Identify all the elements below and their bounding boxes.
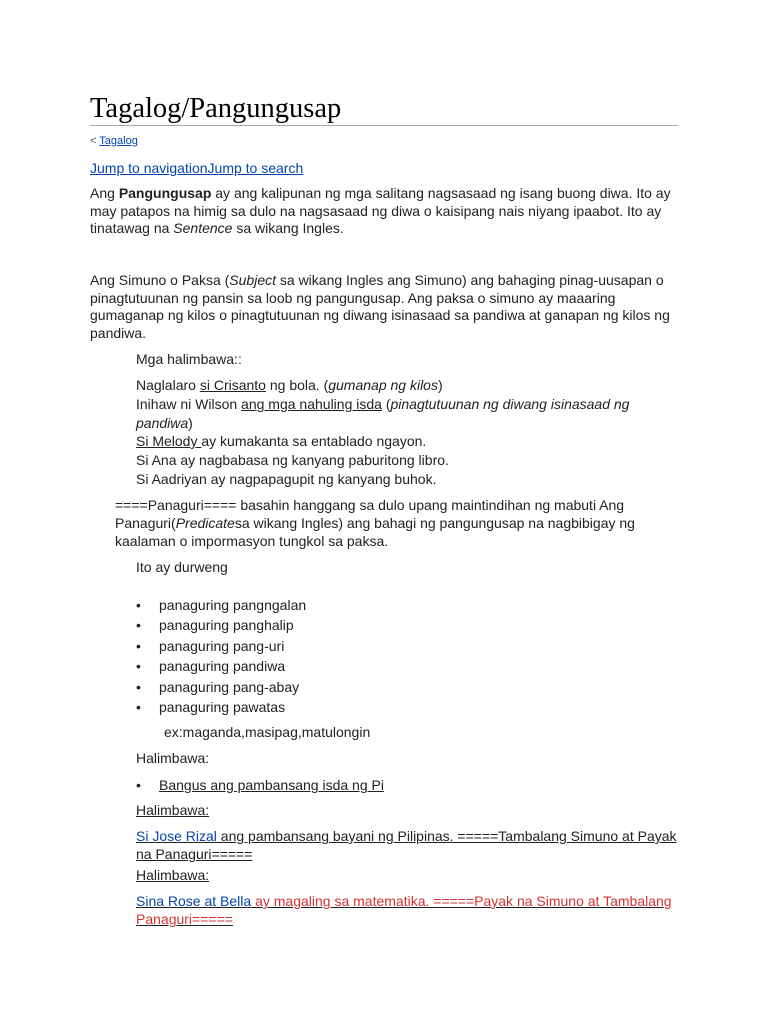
- list-item: • panaguring pang-uri: [136, 636, 306, 656]
- intro-text-3: sa wikang Ingles.: [232, 220, 344, 236]
- panaguri-types-list: [136, 595, 306, 717]
- example-3-subject: Si Melody: [136, 433, 202, 449]
- durweng-line: Ito ay durweng: [136, 559, 228, 575]
- list-item: • panaguring pawatas: [136, 697, 306, 717]
- list-item: • panaguring panghalip: [136, 615, 306, 635]
- example-2-text-2: (: [381, 396, 391, 412]
- breadcrumb-link-tagalog[interactable]: Tagalog: [99, 135, 138, 147]
- example-5: Si Aadriyan ay nagpapagupit ng kanyang buhok.: [136, 471, 437, 487]
- simuno-paragraph: [90, 272, 680, 342]
- example-4: Si Ana ay nagbabasa ng kanyang paburitong libro.: [136, 452, 449, 468]
- example-1-close: ): [437, 377, 443, 393]
- halimbawa-heading-3: Halimbawa:: [136, 867, 210, 883]
- simuno-text-1: Ang Simuno o Paksa (: [90, 272, 230, 288]
- list-item: • panaguring pangngalan: [136, 595, 306, 615]
- example-1-text: Naglalaro: [136, 377, 200, 393]
- example-2: [136, 395, 680, 432]
- example-3: [136, 432, 680, 451]
- jump-links: [90, 158, 303, 178]
- jump-to-navigation-link[interactable]: Jump to navigation: [90, 160, 208, 176]
- example-1-subject: si Crisanto: [199, 377, 266, 393]
- simuno-italic: Subject: [229, 272, 276, 288]
- rizal-text: ang pambansang bayani ng Pilipinas. =====Tambalang Simuno at Payak na Panaguri=====: [136, 828, 677, 862]
- panaguri-text-2: sa wikang Ingles) ang bahagi ng pangungusap na nagbibigay ng kaalaman o impormasyon tungkol sa paksa.: [115, 515, 635, 549]
- example-2-text: Inihaw ni Wilson: [136, 396, 242, 412]
- halimbawa-heading-1: Halimbawa:: [136, 750, 210, 766]
- title-divider: [90, 125, 678, 126]
- example-2-subject: ang mga nahuling isda: [241, 396, 382, 412]
- panaguri-paragraph: [115, 496, 680, 550]
- examples-heading: Mga halimbawa::: [136, 351, 242, 367]
- jump-to-search-link[interactable]: Jump to search: [207, 160, 304, 176]
- list-item: • panaguring pang-abay: [136, 677, 306, 697]
- intro-paragraph: [90, 185, 680, 238]
- intro-text-2: ay ang kalipunan ng mga salitang nagsasaad ng isang buong diwa. Ito ay may patapos na himig sa dulo na nagsasaad ng diwa o kaisipang nais niyang ipaabot. Ito ay tinatawag na: [90, 185, 671, 236]
- example-words: ex:maganda,masipag,matulongin: [164, 724, 371, 740]
- breadcrumb-prefix: <: [90, 135, 97, 147]
- example-2-note: pinagtutuunan ng diwang isinasaad ng pandiwa: [136, 396, 630, 431]
- rose-predicate: ay magaling sa matematika. =====Payak na Simuno at Tambalang Panaguri=====: [136, 893, 672, 927]
- example-1-text-2: ng bola. (: [265, 377, 329, 393]
- halimbawa-heading-2: Halimbawa:: [136, 802, 210, 818]
- example-1: [136, 376, 680, 395]
- bangus-text: Bangus ang pambansang isda ng Pi: [159, 777, 384, 793]
- panaguri-italic: Predicate: [175, 515, 235, 531]
- breadcrumb: [90, 133, 138, 149]
- intro-italic: Sentence: [173, 220, 233, 236]
- rizal-subject: Si Jose Rizal: [136, 828, 217, 844]
- page-title: Tagalog/Pangungusap: [90, 93, 342, 124]
- list-item: • panaguring pandiwa: [136, 656, 306, 676]
- intro-text-1: Ang: [90, 185, 119, 201]
- rizal-example: [136, 827, 680, 863]
- rose-subject: Sina Rose at Bella: [136, 893, 252, 909]
- example-3-text: ay kumakanta sa entablado ngayon.: [201, 433, 427, 449]
- example-2-close: ): [188, 414, 193, 431]
- panaguri-text-1: ====Panaguri==== basahin hanggang sa dulo upang maintindihan ng mabuti Ang Panaguri(: [115, 497, 625, 531]
- simuno-text-2: sa wikang Ingles ang Simuno) ang bahaging pinag-uusapan o pinagtutuunan ng pansin sa loob ng pangungusap. Ang paksa o simuno ay maaaring gumaganap ng kilos o pinagtutuunan ng diwang isinasaad sa pandiwa at ganapan ng kilos ng pandiwa.: [90, 272, 670, 341]
- example-1-note: gumanap ng kilos: [328, 377, 438, 393]
- bangus-item: [136, 775, 384, 795]
- rose-example: [136, 892, 680, 928]
- intro-term: Pangungusap: [118, 185, 212, 201]
